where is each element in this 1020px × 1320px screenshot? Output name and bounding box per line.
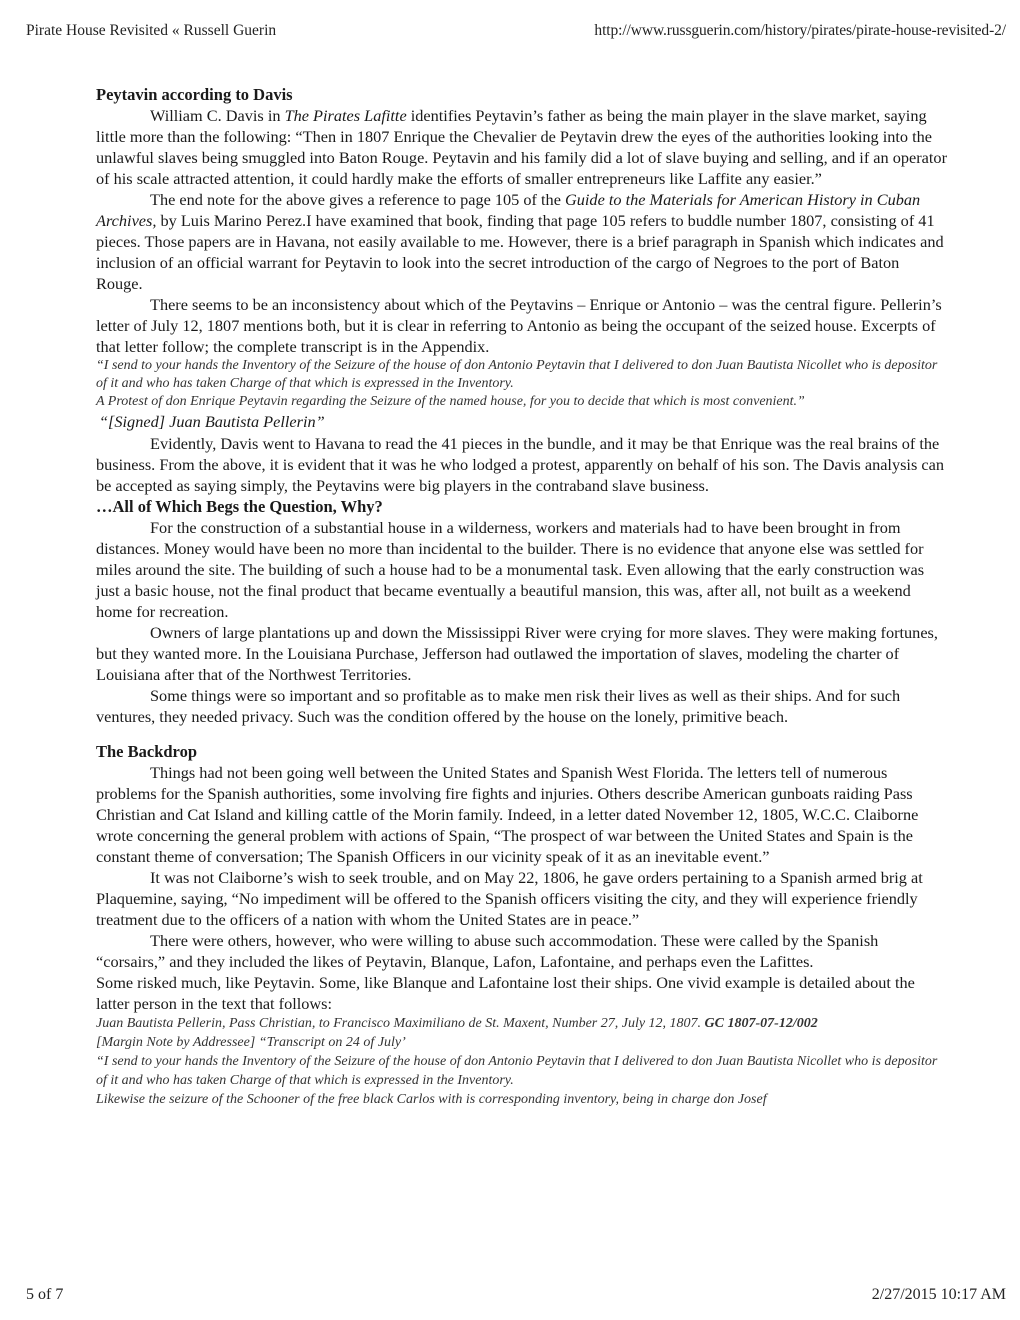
text-span: The end note for the above gives a reference to page 105 of the — [150, 190, 565, 209]
paragraph: There were others, however, who were willing to abuse such accommodation. These were called by the Spanish “corsairs,” and they included the likes of Peytavin, Blanque, Lafon, Lafontaine, and perhaps even the Lafittes. — [96, 931, 879, 971]
text-span: William C. Davis in — [150, 106, 285, 125]
letter-quote: “I send to your hands the Inventory of the Seizure of the house of don Antonio Peytavin that I delivered to don Juan Bautista Nicollet who is depositor of it and who has taken Charge of that which is expressed in the Inventory. — [96, 358, 938, 391]
paragraph: There seems to be an inconsistency about which of the Peytavins – Enrique or Antonio – was the central figure. Pellerin’s letter of July 12, 1807 mentions both, but it is clear in referring to Antonio as being the occupant of the seized house. Excerpts of that letter follow; the complete transcript is in the Appendix. — [96, 295, 942, 356]
letter-quote: A Protest of don Enrique Peytavin regarding the Seizure of the named house, for you to decide that which is most convenient.” — [96, 394, 805, 409]
paragraph: Evidently, Davis went to Havana to read the 41 pieces in the bundle, and it may be that Enrique was the real brains of the business. From the above, it is evident that it was he who lodged a protest, apparently on behalf of his son. The Davis analysis can be accepted as saying simply, the Peytavins were big players in the contraband slave business. — [96, 434, 944, 495]
paragraph: Owners of large plantations up and down the Mississippi River were crying for more slaves. They were making fortunes, but they wanted more. In the Louisiana Purchase, Jefferson had outlawed the importation of slaves, modeling the charter of Louisiana after that of the Northwest Territories. — [96, 623, 938, 684]
citation-text: Juan Bautista Pellerin, Pass Christian, to Francisco Maximiliano de St. Maxent, Number 27, July 12, 1807. — [96, 1016, 705, 1031]
letter-quote: Likewise the seizure of the Schooner of the free black Carlos with is corresponding inventory, being in charge don Josef — [96, 1092, 767, 1107]
paragraph: For the construction of a substantial house in a wilderness, workers and materials had to have been brought in from distances. Money would have been no more than incidental to the builder. There is no evidence that anyone else was settled for miles around the site. The building of such a house had to be a monumental task. Even allowing that the early construction was just a basic house, not the final product that became eventually a beautiful mansion, this was, after all, not built as a weekend home for recreation. — [96, 518, 925, 621]
letter-quote: “I send to your hands the Inventory of the Seizure of the house of don Antonio Peytavin that I delivered to don Juan Bautista Nicollet who is depositor of it and who has taken Charge of that which is expressed in the Inventory. — [96, 1054, 938, 1088]
print-timestamp: 2/27/2015 10:17 AM — [871, 1286, 1006, 1303]
text-span: by Luis Marino Perez.I have examined that book, finding that page 105 refers to buddle number 1807, consisting of 41 pieces. Those papers are in Havana, not easily available to me. However, there is a brief paragraph in Spanish which indicates and inclusion of an official warrant for Peytavin to look into the secret introduction of the cargo of Negroes to the port of Baton Rouge. — [96, 211, 944, 293]
citation — [96, 1014, 948, 1033]
section-heading-backdrop: The Backdrop — [96, 742, 198, 761]
book-title: Guide to the Materials for American History in Cuban Archives, — [96, 190, 921, 230]
book-title: The Pirates Lafitte — [284, 106, 407, 125]
page-header-url: http://www.russguerin.com/history/pirates/pirate-house-revisited-2/ — [594, 22, 1006, 39]
page-header-title: Pirate House Revisited « Russell Guerin — [26, 22, 277, 39]
text-span: identifies Peytavin’s father as being the main player in the slave market, saying little more than the following: “Then in 1807 Enrique the Chevalier de Peytavin drew the eyes of the authorities looking into the unlawful slaves being smuggled into Baton Rouge. Peytavin and his family did a lot of slave buying and selling, and if an operator of his scale attracted attention, it could hardly make the efforts of smaller entrepreneurs like Laffite any easier.” — [96, 106, 947, 188]
paragraph — [96, 105, 948, 189]
section-heading-davis: Peytavin according to Davis — [96, 85, 293, 104]
letter-signature: “[Signed] Juan Bautista Pellerin” — [99, 412, 325, 431]
document-body — [96, 84, 948, 1109]
paragraph: Some risked much, like Peytavin. Some, like Blanque and Lafontaine lost their ships. One vivid example is detailed about the latter person in the text that follows: — [96, 973, 915, 1013]
section-heading-question: …All of Which Begs the Question, Why? — [96, 497, 383, 516]
spacer — [96, 727, 948, 741]
paragraph: It was not Claiborne’s wish to seek trouble, and on May 22, 1806, he gave orders pertaining to a Spanish armed brig at Plaquemine, saying, “No impediment will be offered to the Spanish officers visiting the city, and they will experience friendly treatment due to the officers of a nation with whom the United States are in peace.” — [96, 868, 923, 929]
paragraph: Things had not been going well between the United States and Spanish West Florida. The letters tell of numerous problems for the Spanish authorities, some involving fire fights and injuries. Others describe American gunboats raiding Pass Christian and Cat Island and killing cattle of the Morin family. Indeed, in a letter dated November 12, 1805, W.C.C. Claiborne wrote concerning the general problem with actions of Spain, “The prospect of war between the United States and Spain is the constant theme of conversation; The Spanish Officers in our vicinity speak of it as an inevitable event.” — [96, 763, 919, 866]
page-number: 5 of 7 — [26, 1286, 64, 1303]
margin-note: [Margin Note by Addressee] “Transcript on 24 of July’ — [96, 1035, 406, 1050]
paragraph: Some things were so important and so profitable as to make men risk their lives as well as their ships. And for such ventures, they needed privacy. Such was the condition offered by the house on the lonely, primitive beach. — [96, 686, 901, 726]
paragraph — [96, 189, 948, 294]
citation-code: GC 1807-07-12/002 — [704, 1016, 818, 1031]
